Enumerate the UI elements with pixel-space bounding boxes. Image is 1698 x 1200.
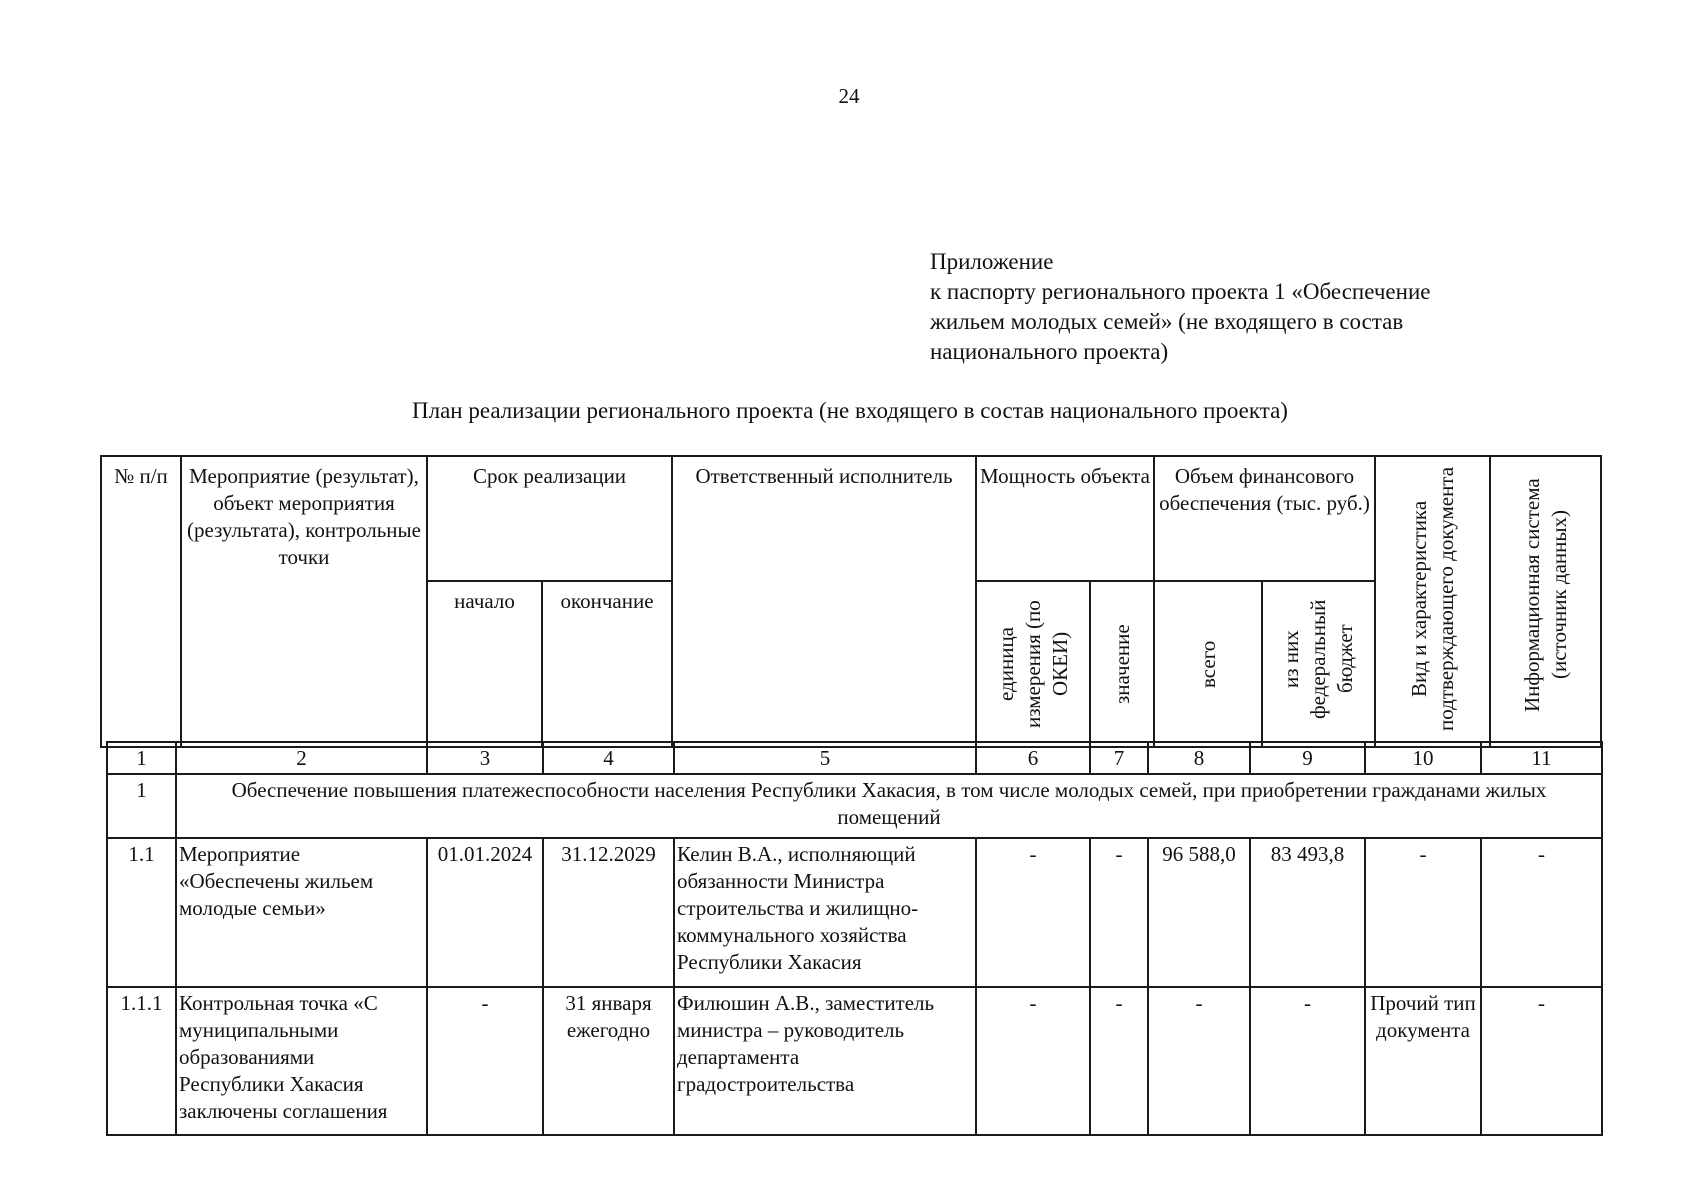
column-number: 1 — [107, 742, 176, 774]
header-finance-federal — [1262, 581, 1375, 747]
row-num: 1.1 — [107, 838, 176, 987]
row-value: - — [1090, 838, 1148, 987]
header-period: Срок реализации — [427, 456, 672, 581]
row-info-system: - — [1481, 838, 1602, 987]
row-total: - — [1148, 987, 1250, 1135]
header-capacity-unit-text: единица измерения (по ОКЕИ) — [993, 600, 1072, 728]
header-num: № п/п — [101, 456, 181, 747]
page-number: 24 — [838, 84, 860, 108]
header-finance-federal-text: из них федеральный бюджет — [1279, 599, 1357, 719]
row-federal: - — [1250, 987, 1365, 1135]
column-number: 11 — [1481, 742, 1602, 774]
row-end: 31.12.2029 — [543, 838, 674, 987]
column-number-row — [107, 742, 1602, 774]
header-event: Мероприятие (результат), объект мероприятия (результата), контрольные точки — [181, 456, 427, 747]
row-responsible: Филюшин А.В., заместитель министра – руководитель департамента градостроительства — [674, 987, 976, 1135]
header-doc-type-text: Вид и характеристика подтверждающего документа — [1406, 466, 1458, 732]
column-number: 2 — [176, 742, 427, 774]
column-number: 3 — [427, 742, 543, 774]
column-number: 10 — [1365, 742, 1481, 774]
header-capacity-value — [1090, 581, 1154, 747]
row-event: Контрольная точка «С муниципальными образованиями Республики Хакасия заключены соглашения — [176, 987, 427, 1135]
table-row — [107, 987, 1602, 1135]
row-info-system: - — [1481, 987, 1602, 1135]
section-title: Обеспечение повышения платежеспособности населения Республики Хакасия, в том числе молодых семей, при приобретении гражданами жилых помещений — [176, 774, 1602, 838]
row-unit: - — [976, 838, 1090, 987]
table-row — [107, 838, 1602, 987]
row-start: 01.01.2024 — [427, 838, 543, 987]
plan-title: План реализации регионального проекта (не входящего в состав национального проекта) — [412, 398, 1288, 423]
appendix-line: Приложение — [930, 249, 1054, 274]
row-total: 96 588,0 — [1148, 838, 1250, 987]
header-finance-total-text: всего — [1195, 640, 1220, 688]
row-doc-type: Прочий тип документа — [1365, 987, 1481, 1135]
plan-table-body — [106, 741, 1603, 1136]
section-num: 1 — [107, 774, 176, 838]
row-responsible: Келин В.А., исполняющий обязанности Министра строительства и жилищно-коммунального хозяйства Республики Хакасия — [674, 838, 976, 987]
column-number: 4 — [543, 742, 674, 774]
header-info-system-text: Информационная система (источник данных) — [1519, 478, 1571, 712]
plan-table-header — [100, 455, 1602, 748]
column-number: 7 — [1090, 742, 1148, 774]
row-start: - — [427, 987, 543, 1135]
appendix-line: к паспорту регионального проекта 1 «Обеспечение — [930, 279, 1431, 304]
header-info-system — [1490, 456, 1601, 747]
header-period-start: начало — [427, 581, 542, 747]
appendix-line: национального проекта) — [930, 339, 1169, 364]
section-row — [107, 774, 1602, 838]
header-capacity-unit — [976, 581, 1090, 747]
header-period-end: окончание — [542, 581, 672, 747]
header-doc-type — [1375, 456, 1490, 747]
appendix-note — [930, 247, 1570, 367]
header-capacity-value-text: значение — [1109, 624, 1134, 704]
appendix-line: жильем молодых семей» (не входящего в состав — [930, 309, 1404, 334]
header-finance-total — [1154, 581, 1262, 747]
row-num: 1.1.1 — [107, 987, 176, 1135]
row-federal: 83 493,8 — [1250, 838, 1365, 987]
header-capacity: Мощность объекта — [976, 456, 1154, 581]
row-end: 31 января ежегодно — [543, 987, 674, 1135]
column-number: 8 — [1148, 742, 1250, 774]
header-finance: Объем финансового обеспечения (тыс. руб.) — [1154, 456, 1375, 581]
row-doc-type: - — [1365, 838, 1481, 987]
row-unit: - — [976, 987, 1090, 1135]
header-responsible: Ответственный исполнитель — [672, 456, 976, 747]
column-number: 5 — [674, 742, 976, 774]
row-value: - — [1090, 987, 1148, 1135]
row-event: Мероприятие «Обеспечены жильем молодые семьи» — [176, 838, 427, 987]
column-number: 6 — [976, 742, 1090, 774]
column-number: 9 — [1250, 742, 1365, 774]
